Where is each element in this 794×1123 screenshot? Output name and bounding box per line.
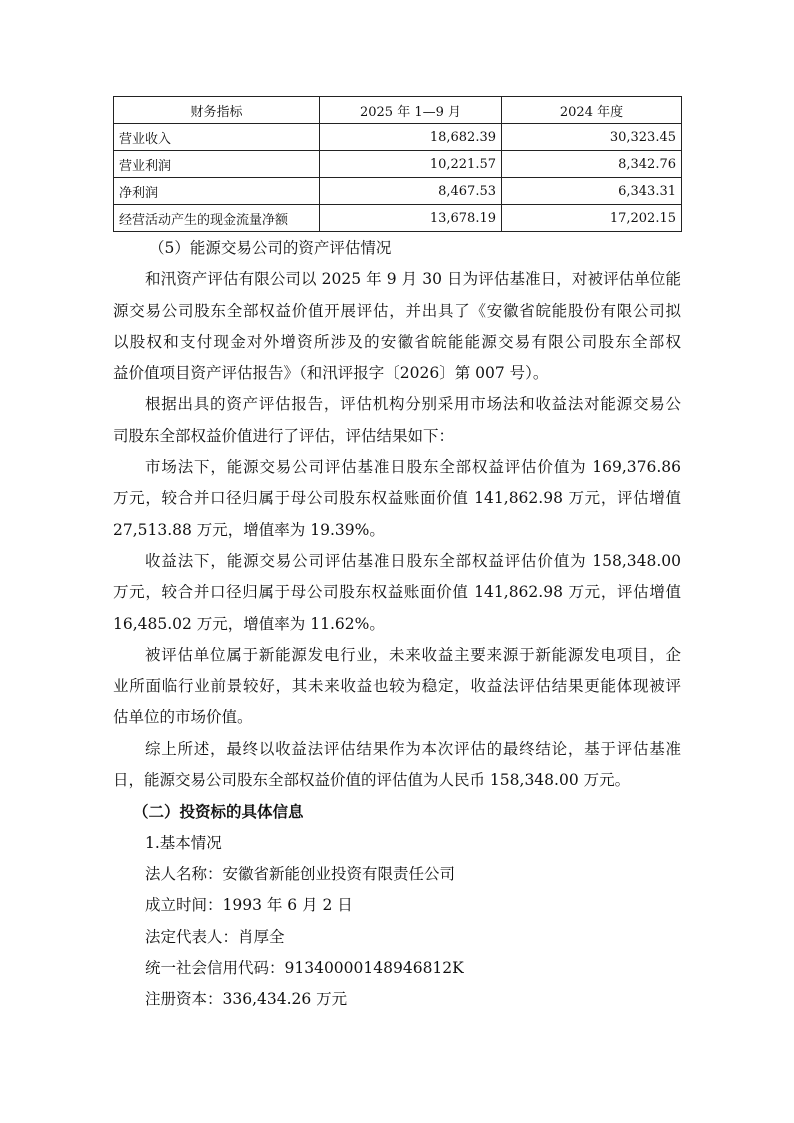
- cell-value: 18,682.39: [320, 124, 502, 151]
- cell-value: 10,221.57: [320, 151, 502, 178]
- paragraph-line: 16,485.02 万元，增值率为 11.62%。: [113, 614, 385, 633]
- paragraph-line: 业所面临行业前景较好，其未来收益也较为稳定，收益法评估结果更能体现被评: [113, 677, 681, 696]
- row-label: 营业利润: [114, 151, 320, 178]
- paragraph-line: 估单位的市场价值。: [113, 708, 253, 727]
- row-label: 净利润: [114, 178, 320, 205]
- info-line: 统一社会信用代码：91340000148946812K: [145, 958, 464, 977]
- paragraph-line: 根据出具的资产评估报告，评估机构分别采用市场法和收益法对能源交易公: [145, 395, 681, 414]
- document-body: [113, 233, 681, 1015]
- table-row: [114, 205, 682, 232]
- cell-value: 17,202.15: [502, 205, 682, 232]
- paragraph-line: 万元，较合并口径归属于母公司股东权益账面价值 141,862.98 万元，评估增值: [113, 583, 681, 602]
- paragraph-line: 源交易公司股东全部权益价值开展评估，并出具了《安徽省皖能股份有限公司拟: [113, 301, 681, 320]
- paragraph-line: 日，能源交易公司股东全部权益价值的评估值为人民币 158,348.00 万元。: [113, 771, 631, 790]
- section-heading: （二）投资标的具体信息: [133, 802, 304, 822]
- info-line: 成立时间：1993 年 6 月 2 日: [145, 896, 353, 915]
- cell-value: 13,678.19: [320, 205, 502, 232]
- cell-value: 8,342.76: [502, 151, 682, 178]
- table-row: [114, 151, 682, 178]
- column-header: 2025 年 1—9 月: [320, 97, 502, 124]
- financial-table: [113, 96, 682, 232]
- info-line: 法定代表人：肖厚全: [145, 927, 285, 946]
- info-line: 法人名称：安徽省新能创业投资有限责任公司: [145, 864, 456, 883]
- paragraph-line: 以股权和支付现金对外增资所涉及的安徽省皖能能源交易有限公司股东全部权: [113, 332, 681, 351]
- cell-value: 8,467.53: [320, 178, 502, 205]
- paragraph-line: 收益法下，能源交易公司评估基准日股东全部权益评估价值为 158,348.00: [145, 551, 681, 570]
- paragraph-line: 综上所述，最终以收益法评估结果作为本次评估的最终结论，基于评估基准: [145, 739, 681, 758]
- row-label: 经营活动产生的现金流量净额: [114, 205, 320, 232]
- paragraph-line: 27,513.88 万元，增值率为 19.39%。: [113, 520, 385, 539]
- paragraph-line: 被评估单位属于新能源发电行业，未来收益主要来源于新能源发电项目，企: [145, 645, 681, 664]
- row-label: 营业收入: [114, 124, 320, 151]
- subsection-heading: 1.基本情况: [145, 833, 222, 852]
- column-header: 财务指标: [114, 97, 320, 124]
- paragraph-line: 司股东全部权益价值进行了评估，评估结果如下：: [113, 426, 455, 445]
- paragraphs: [113, 264, 681, 796]
- section-heading: （5）能源交易公司的资产评估情况: [149, 239, 392, 257]
- paragraph-line: 益价值项目资产评估报告》（和汛评报字〔2026〕第 007 号）。: [113, 364, 549, 383]
- paragraph-line: 万元，较合并口径归属于母公司股东权益账面价值 141,862.98 万元，评估增值: [113, 489, 681, 508]
- info-line: 注册资本：336,434.26 万元: [145, 990, 348, 1009]
- paragraph-line: 和汛资产评估有限公司以 2025 年 9 月 30 日为评估基准日，对被评估单位能: [145, 270, 681, 289]
- cell-value: 6,343.31: [502, 178, 682, 205]
- cell-value: 30,323.45: [502, 124, 682, 151]
- table-row: [114, 178, 682, 205]
- paragraph-line: 市场法下，能源交易公司评估基准日股东全部权益评估价值为 169,376.86: [145, 458, 681, 477]
- table-header-row: [114, 97, 682, 124]
- column-header: 2024 年度: [502, 97, 682, 124]
- table-row: [114, 124, 682, 151]
